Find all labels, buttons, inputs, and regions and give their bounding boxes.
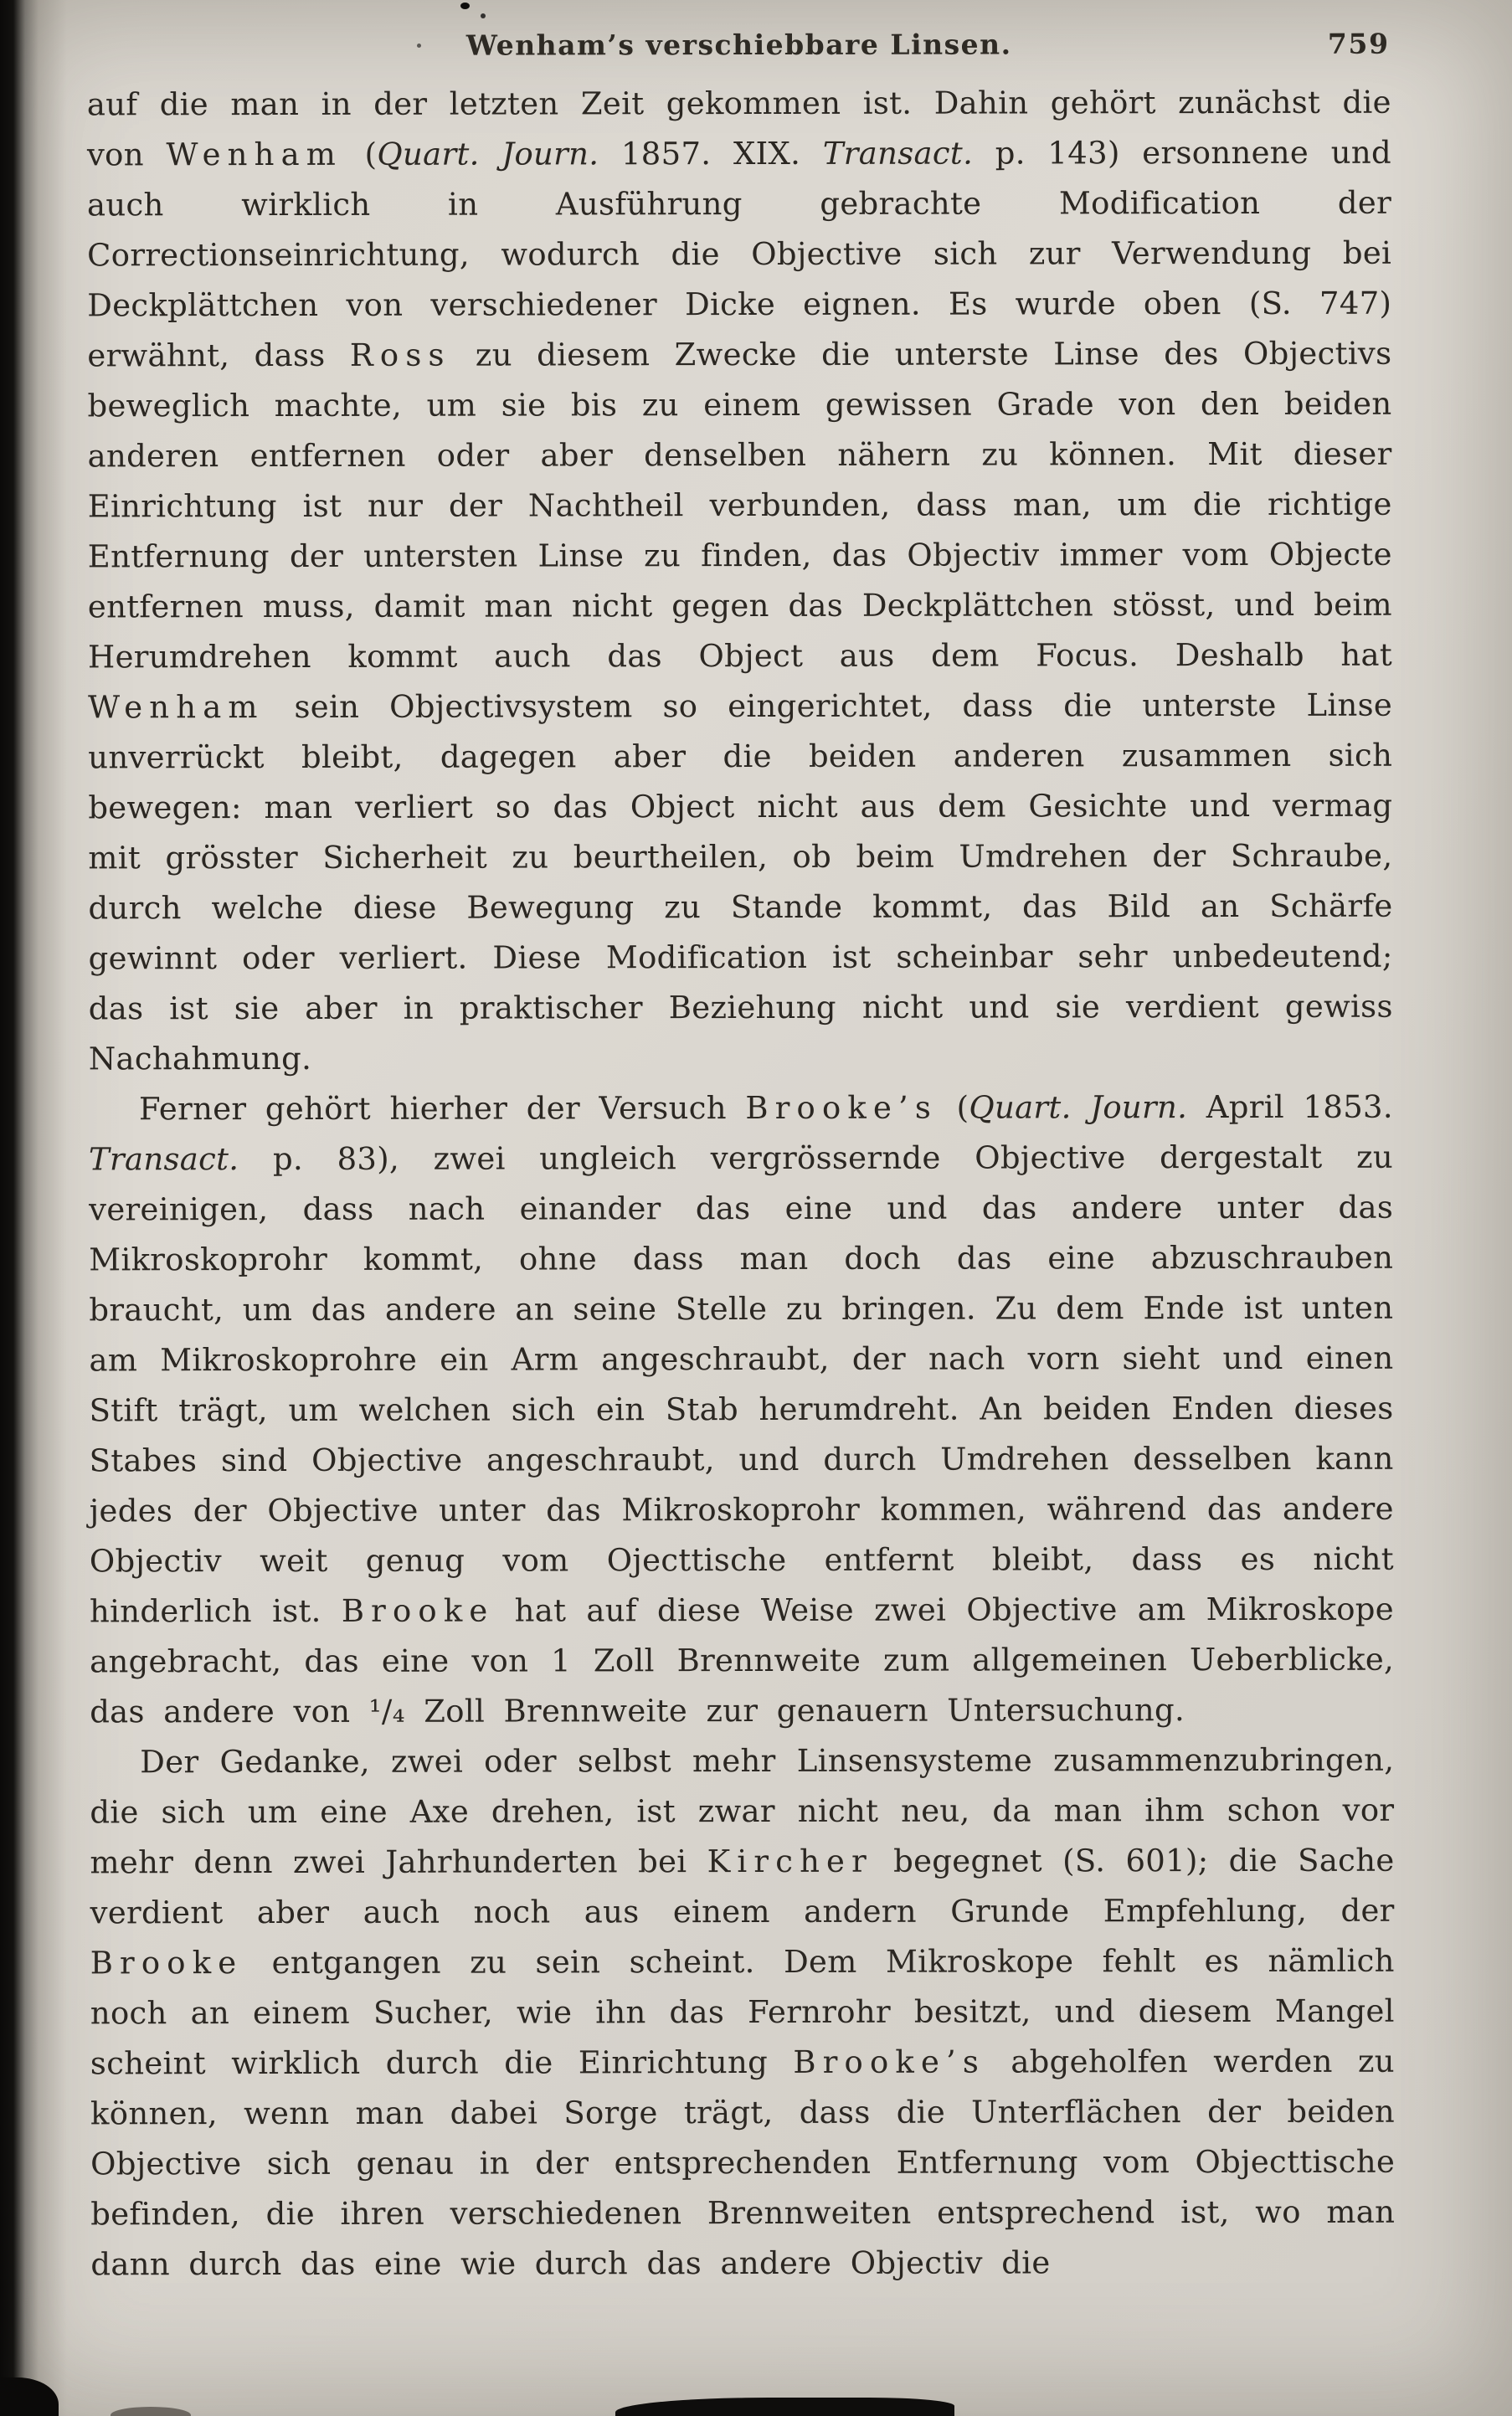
person-name: Kircher	[707, 1843, 873, 1880]
paragraph	[87, 78, 1393, 1085]
text-segment: entgangen zu sein scheint. Dem Mikroskope fehlt es nämlich noch an einem Sucher, wie ihn das Fernrohr besitzt, und diesem Mangel scheint wirklich durch die Einrichtung	[90, 1942, 1395, 2082]
text-segment: Der Gedanke, zwei oder selbst mehr Linsensysteme zusammenzubringen, die sich um eine Axe drehen, ist zwar nicht neu, da man ihm schon vor mehr denn zwei Jahrhunderten bei	[90, 1741, 1395, 1881]
text-segment: 1857. XIX.	[599, 135, 823, 172]
scan-speck	[417, 44, 421, 48]
text-segment: p. 143) ersonnene und auch wirklich in Ausführung gebrachte Modification der Correctionseinrichtung, wodurch die Objective sich zur Verwendung bei Deckplättchen von verschiedener Dicke eignen. Es wurde oben (S. 747) erwähnt, dass	[87, 134, 1392, 374]
text-segment: Quart. Journ.	[969, 1089, 1188, 1126]
text-segment: (	[937, 1089, 969, 1126]
text-segment: auf die man in der letzten Zeit gekommen ist. Dahin gehört zunächst die von	[86, 84, 1391, 173]
scan-speck	[460, 3, 470, 9]
page-header	[87, 21, 1391, 67]
text-segment: Quart. Journ.	[377, 136, 599, 172]
scan-speck	[481, 13, 486, 18]
text-segment: sein Objectivsystem so eingerichtet, dass die unterste Linse unverrückt bleibt, dagegen aber die beiden anderen zusammen sich bewegen: man verliert so das Object nicht aus dem Gesichte und vermag mit grösster Sicherheit zu beurtheilen, ob beim Umdrehen der Schraube, durch welche diese Bewegung zu Stande kommt, das Bild an Schärfe gewinnt oder verliert. Diese Modification ist scheinbar sehr unbedeutend; das ist sie aber in praktischer Beziehung nicht und sie verdient gewiss Nachahmung.	[88, 686, 1393, 1077]
text-segment: Ferner gehört hierher der Versuch	[138, 1090, 746, 1128]
page-body	[87, 78, 1396, 2290]
person-name: Brooke	[90, 1945, 244, 1982]
text-segment: April 1853.	[1187, 1088, 1393, 1126]
person-name: Wenham	[166, 136, 343, 173]
scan-smudge	[615, 2398, 954, 2416]
text-segment: abgeholfen werden zu können, wenn man dabei Sorge trägt, dass die Unterflächen der beiden Objective sich genau in der entsprechenden Entfernung vom Objecttische befinden, die ihren verschiedenen Brennweiten entsprechend ist, wo man dann durch das eine wie durch das andere Objectiv die	[90, 2043, 1396, 2283]
running-title: Wenham’s verschiebbare Linsen.	[465, 28, 1012, 62]
binding-shadow	[0, 0, 67, 2416]
person-name: Ross	[349, 337, 451, 373]
text-segment: Transact.	[88, 1141, 239, 1178]
text-segment: Transact.	[822, 135, 974, 172]
paragraph	[90, 1735, 1395, 2290]
paragraph	[89, 1082, 1394, 1738]
text-segment: zu diesem Zwecke die unterste Linse des Objectivs beweglich machte, um sie bis zu einem gewissen Grade von den beiden anderen entfernen oder aber denselben nähern zu können. Mit dieser Einrichtung ist nur der Nachtheil verbunden, dass man, um die richtige Entfernung der untersten Linse zu finden, das Objectiv immer vom Objecte entfernen muss, damit man nicht gegen das Deckplättchen stösst, und beim Herumdrehen kommt auch das Object aus dem Focus. Deshalb hat	[87, 335, 1393, 676]
page-number: 759	[1327, 27, 1390, 60]
text-segment: hat auf diese Weise zwei Objective am Mikroskope angebracht, das eine von 1 Zoll Brennweite zum allgemeinen Ueberblicke, das andere von ¹/₄ Zoll Brennweite zur genauern Untersuchung.	[90, 1591, 1395, 1730]
person-name: Wenham	[88, 689, 265, 726]
text-segment: begegnet (S. 601); die Sache verdient aber auch noch aus einem andern Grunde Empfehlung, der	[90, 1842, 1395, 1931]
text-segment: (	[342, 136, 378, 172]
person-name: Brooke	[341, 1592, 495, 1629]
text-segment: p. 83), zwei ungleich vergrössernde Objective dergestalt zu vereinigen, dass nach einander das eine und das andere unter das Mikroskoprohr kommt, ohne dass man doch das eine abzuschrauben braucht, um das andere an seine Stelle zu bringen. Zu dem Ende ist unten am Mikroskoprohre ein Arm angeschraubt, der nach vorn sieht und einen Stift trägt, um welchen sich ein Stab herumdreht. An beiden Enden dieses Stabes sind Objective angeschraubt, und durch Umdrehen desselben kann jedes der Objective unter das Mikroskoprohr kommen, während das andere Objectiv weit genug vom Ojecttische entfernt bleibt, dass es nicht hinderlich ist.	[89, 1139, 1394, 1630]
person-name: Brooke’s	[745, 1089, 939, 1127]
scan-smudge	[111, 2407, 191, 2416]
person-name: Brooke’s	[793, 2043, 986, 2080]
